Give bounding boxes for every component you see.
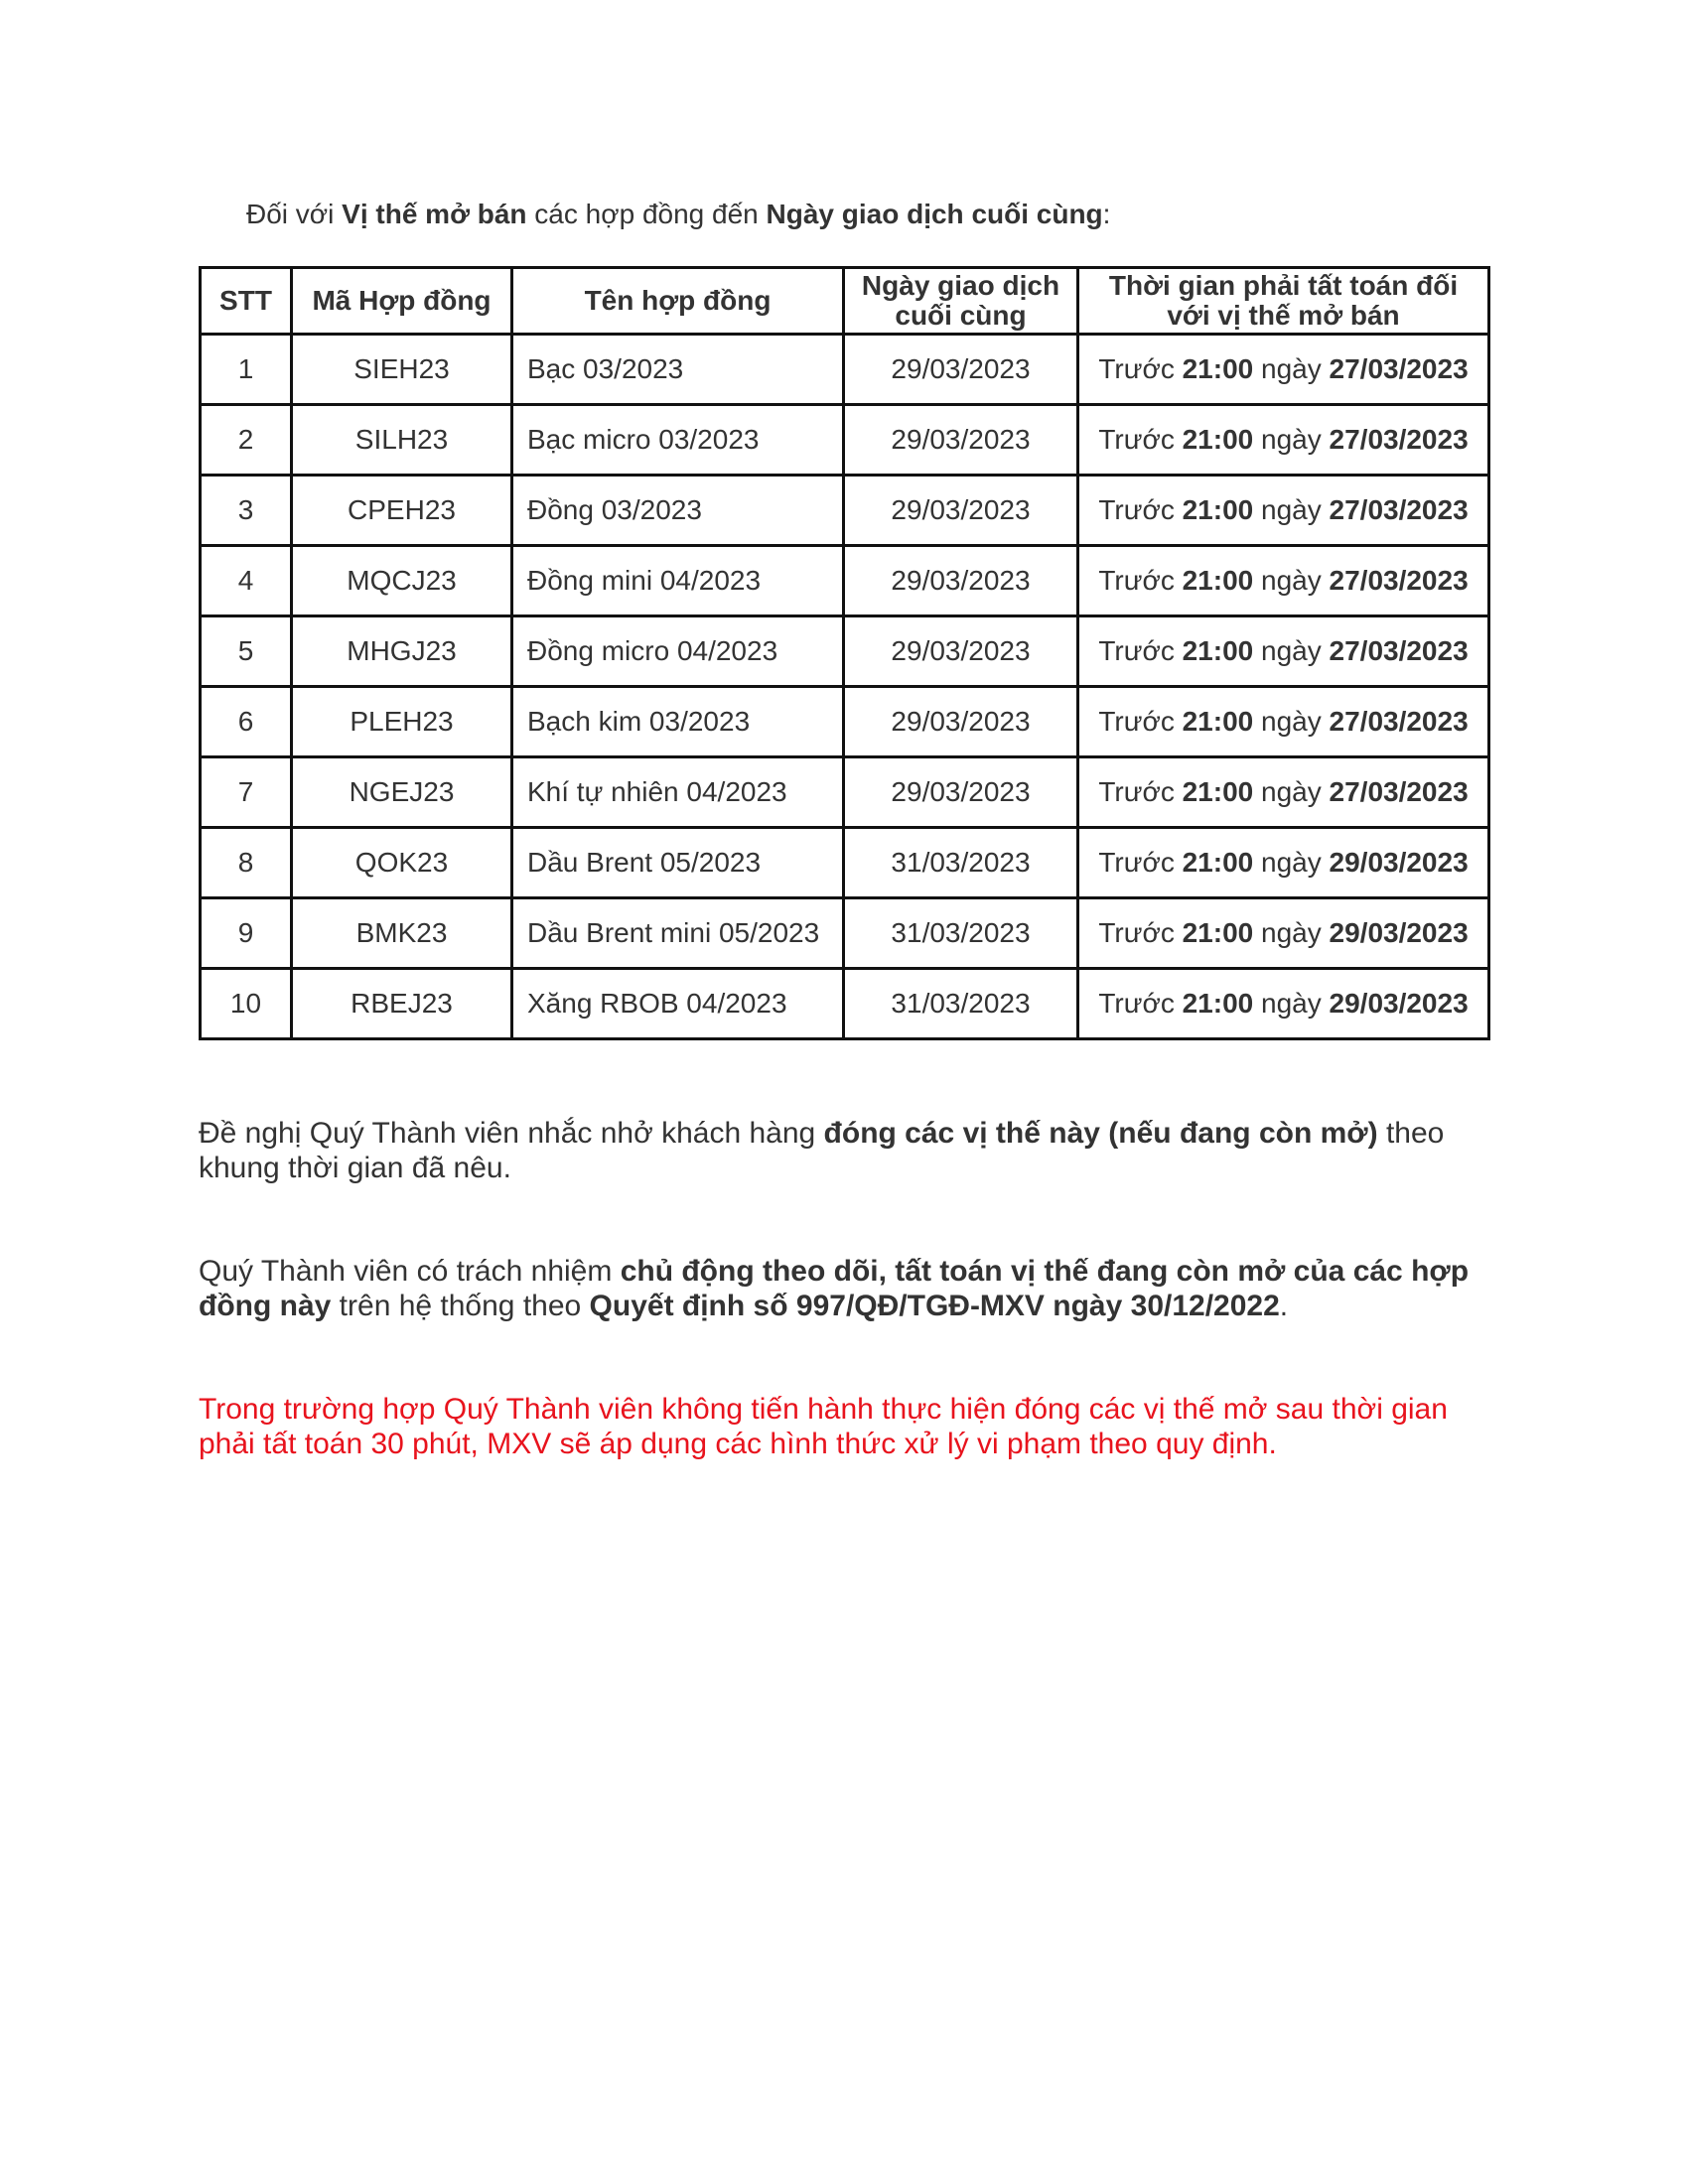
intro-text-2: các hợp đồng đến <box>526 199 767 229</box>
intro-text-1: Đối với <box>246 199 343 229</box>
cell-settlement-deadline <box>1078 476 1489 546</box>
cell-settlement-deadline <box>1078 687 1489 757</box>
cell-stt: 1 <box>201 335 292 405</box>
cell-last-trading-day: 31/03/2023 <box>844 898 1078 969</box>
deadline-prefix: Trước <box>1098 494 1183 525</box>
header-settlement-deadline <box>1078 268 1489 335</box>
cell-stt: 10 <box>201 969 292 1039</box>
deadline-prefix: Trước <box>1098 988 1183 1019</box>
deadline-time: 21:00 <box>1182 494 1254 525</box>
header-settlement-deadline-line-1: Thời gian phải tất toán đối <box>1108 270 1459 301</box>
header-settlement-deadline-line-2: với vị thế mở bán <box>1167 300 1400 331</box>
cell-stt: 4 <box>201 546 292 616</box>
cell-contract-name: Bạch kim 03/2023 <box>512 687 844 757</box>
deadline-date: 27/03/2023 <box>1329 565 1469 596</box>
cell-last-trading-day: 31/03/2023 <box>844 828 1078 898</box>
deadline-mid: ngày <box>1253 776 1330 807</box>
header-last-trading-day-line-1: Ngày giao dịch <box>861 270 1060 301</box>
table-row <box>201 616 1489 687</box>
cell-last-trading-day: 31/03/2023 <box>844 969 1078 1039</box>
deadline-time: 21:00 <box>1182 706 1254 737</box>
deadline-mid: ngày <box>1253 424 1330 455</box>
cell-settlement-deadline <box>1078 616 1489 687</box>
deadline-mid: ngày <box>1253 635 1330 666</box>
deadline-mid: ngày <box>1253 706 1330 737</box>
reminder-text-2: theo khung thời gian đã nêu. <box>199 1117 1445 1184</box>
table-row <box>201 687 1489 757</box>
header-stt: STT <box>201 268 292 335</box>
cell-contract-name: Bạc micro 03/2023 <box>512 405 844 476</box>
reminder-bold: đóng các vị thế này (nếu đang còn mở) <box>823 1117 1378 1150</box>
cell-contract-name: Đồng mini 04/2023 <box>512 546 844 616</box>
cell-contract-code: MHGJ23 <box>292 616 512 687</box>
intro-text-3: : <box>1102 199 1111 229</box>
cell-settlement-deadline <box>1078 757 1489 828</box>
deadline-prefix: Trước <box>1098 565 1183 596</box>
cell-settlement-deadline <box>1078 335 1489 405</box>
cell-last-trading-day: 29/03/2023 <box>844 405 1078 476</box>
cell-contract-name: Dầu Brent 05/2023 <box>512 828 844 898</box>
cell-contract-name: Khí tự nhiên 04/2023 <box>512 757 844 828</box>
table-row <box>201 335 1489 405</box>
cell-contract-code: SIEH23 <box>292 335 512 405</box>
deadline-mid: ngày <box>1253 353 1330 384</box>
header-last-trading-day-line-2: cuối cùng <box>895 300 1027 331</box>
cell-last-trading-day: 29/03/2023 <box>844 335 1078 405</box>
cell-contract-code: MQCJ23 <box>292 546 512 616</box>
responsibility-bold-2: Quyết định số 997/QĐ/TGĐ-MXV ngày 30/12/2022 <box>589 1290 1280 1322</box>
cell-contract-name: Đồng micro 04/2023 <box>512 616 844 687</box>
cell-contract-code: BMK23 <box>292 898 512 969</box>
deadline-time: 21:00 <box>1182 565 1254 596</box>
cell-settlement-deadline <box>1078 828 1489 898</box>
header-last-trading-day <box>844 268 1078 335</box>
cell-contract-name: Bạc 03/2023 <box>512 335 844 405</box>
cell-last-trading-day: 29/03/2023 <box>844 616 1078 687</box>
deadline-time: 21:00 <box>1182 988 1254 1019</box>
cell-last-trading-day: 29/03/2023 <box>844 687 1078 757</box>
header-contract-code: Mã Hợp đồng <box>292 268 512 335</box>
table-row <box>201 969 1489 1039</box>
deadline-prefix: Trước <box>1098 424 1183 455</box>
deadline-date: 27/03/2023 <box>1329 706 1469 737</box>
table-row <box>201 405 1489 476</box>
deadline-prefix: Trước <box>1098 917 1183 948</box>
reminder-text-1: Đề nghị Quý Thành viên nhắc nhở khách hàng <box>199 1117 824 1150</box>
deadline-time: 21:00 <box>1182 353 1254 384</box>
deadline-time: 21:00 <box>1182 917 1254 948</box>
cell-contract-name: Xăng RBOB 04/2023 <box>512 969 844 1039</box>
table-row <box>201 828 1489 898</box>
cell-stt: 5 <box>201 616 292 687</box>
header-contract-name: Tên hợp đồng <box>512 268 844 335</box>
cell-contract-code: NGEJ23 <box>292 757 512 828</box>
deadline-prefix: Trước <box>1098 353 1183 384</box>
cell-contract-code: SILH23 <box>292 405 512 476</box>
deadline-date: 29/03/2023 <box>1329 847 1469 878</box>
cell-stt: 2 <box>201 405 292 476</box>
deadline-prefix: Trước <box>1098 635 1183 666</box>
deadline-date: 29/03/2023 <box>1329 917 1469 948</box>
deadline-date: 27/03/2023 <box>1329 494 1469 525</box>
cell-contract-code: RBEJ23 <box>292 969 512 1039</box>
penalty-warning-paragraph: Trong trường hợp Quý Thành viên không tiến hành thực hiện đóng các vị thế mở sau thời gian phải tất toán 30 phút, MXV sẽ áp dụng các hình thức xử lý vi phạm theo quy định. <box>199 1393 1448 1460</box>
cell-contract-code: PLEH23 <box>292 687 512 757</box>
deadline-time: 21:00 <box>1182 635 1254 666</box>
deadline-mid: ngày <box>1253 494 1330 525</box>
intro-line <box>246 197 1110 232</box>
deadline-mid: ngày <box>1253 988 1330 1019</box>
table-row <box>201 757 1489 828</box>
table-row <box>201 476 1489 546</box>
reminder-paragraph <box>199 1116 1509 1185</box>
deadline-table <box>199 266 1490 1040</box>
deadline-mid: ngày <box>1253 917 1330 948</box>
intro-bold-2: Ngày giao dịch cuối cùng <box>766 199 1103 229</box>
cell-stt: 9 <box>201 898 292 969</box>
deadline-date: 27/03/2023 <box>1329 353 1469 384</box>
intro-bold-1: Vị thế mở bán <box>342 199 527 229</box>
deadline-date: 27/03/2023 <box>1329 635 1469 666</box>
cell-settlement-deadline <box>1078 898 1489 969</box>
cell-last-trading-day: 29/03/2023 <box>844 476 1078 546</box>
cell-stt: 3 <box>201 476 292 546</box>
cell-settlement-deadline <box>1078 969 1489 1039</box>
cell-stt: 7 <box>201 757 292 828</box>
table-row <box>201 546 1489 616</box>
table-header-row <box>201 268 1489 335</box>
responsibility-bold-1: chủ động theo dõi, tất toán vị thế đang còn mở của các hợp đồng này <box>199 1255 1470 1322</box>
deadline-prefix: Trước <box>1098 847 1183 878</box>
deadline-time: 21:00 <box>1182 424 1254 455</box>
responsibility-text-3: . <box>1279 1290 1289 1322</box>
deadline-date: 27/03/2023 <box>1329 424 1469 455</box>
cell-contract-code: CPEH23 <box>292 476 512 546</box>
deadline-time: 21:00 <box>1182 776 1254 807</box>
cell-settlement-deadline <box>1078 405 1489 476</box>
deadline-prefix: Trước <box>1098 776 1183 807</box>
deadline-prefix: Trước <box>1098 706 1183 737</box>
cell-last-trading-day: 29/03/2023 <box>844 546 1078 616</box>
deadline-date: 29/03/2023 <box>1329 988 1469 1019</box>
cell-settlement-deadline <box>1078 546 1489 616</box>
cell-contract-code: QOK23 <box>292 828 512 898</box>
deadline-mid: ngày <box>1253 565 1330 596</box>
cell-stt: 8 <box>201 828 292 898</box>
deadline-date: 27/03/2023 <box>1329 776 1469 807</box>
responsibility-text-2: trên hệ thống theo <box>331 1290 590 1322</box>
table-row <box>201 898 1489 969</box>
responsibility-text-1: Quý Thành viên có trách nhiệm <box>199 1255 621 1288</box>
cell-last-trading-day: 29/03/2023 <box>844 757 1078 828</box>
cell-contract-name: Đồng 03/2023 <box>512 476 844 546</box>
deadline-time: 21:00 <box>1182 847 1254 878</box>
responsibility-paragraph <box>199 1254 1509 1323</box>
cell-stt: 6 <box>201 687 292 757</box>
deadline-mid: ngày <box>1253 847 1330 878</box>
cell-contract-name: Dầu Brent mini 05/2023 <box>512 898 844 969</box>
